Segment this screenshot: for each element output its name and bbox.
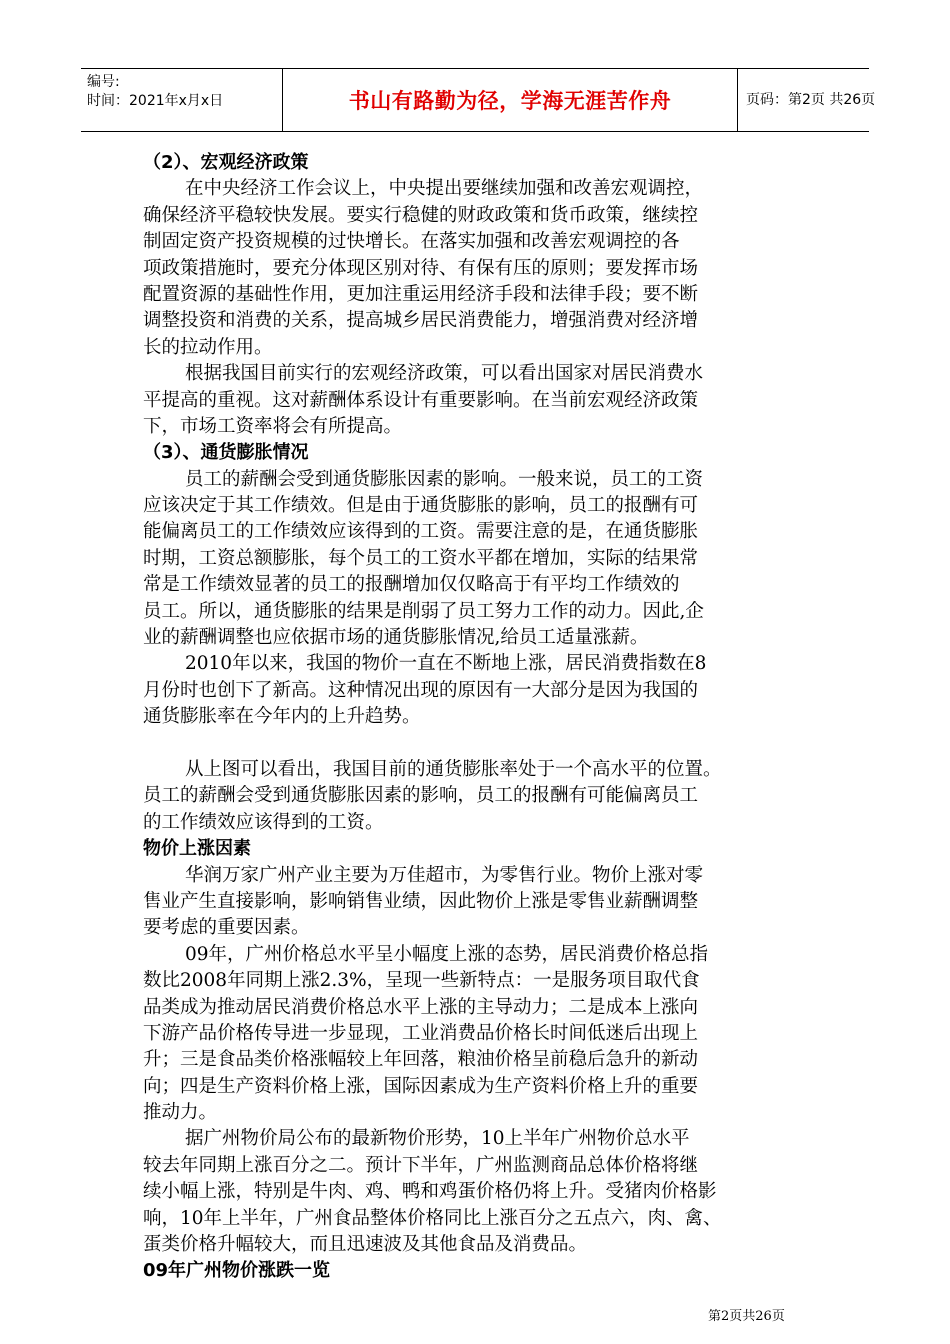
paragraph-line: 推动力。 bbox=[143, 1102, 218, 1124]
paragraph-line: 要考虑的重要因素。 bbox=[143, 917, 310, 939]
header-meta bbox=[81, 69, 283, 131]
document-number-label: 编号: bbox=[87, 74, 120, 90]
paragraph-line: 月份时也创下了新高。这种情况出现的原因有一大部分是因为我国的 bbox=[143, 679, 699, 701]
paragraph-line: 较去年同期上涨百分之二。预计下半年，广州监测商品总体价格将继 bbox=[143, 1154, 699, 1176]
paragraph-line: 能偏离员工的工作绩效应该得到的工资。需要注意的是，在通货膨胀 bbox=[143, 521, 699, 543]
header-motto: 书山有路勤为径，学海无涯苦作舟 bbox=[348, 89, 672, 113]
paragraph-line: 续小幅上涨，特别是牛肉、鸡、鸭和鸡蛋价格仍将上升。受猪肉价格影 bbox=[143, 1181, 717, 1203]
header-page-info: 页码：第2页 共26页 bbox=[746, 92, 876, 108]
paragraph-line: 从上图可以看出，我国目前的通货膨胀率处于一个高水平的位置。 bbox=[185, 758, 722, 780]
paragraph-line: 据广州物价局公布的最新物价形势，10上半年广州物价总水平 bbox=[185, 1128, 690, 1150]
page-footer: 第2页共26页 bbox=[708, 1309, 785, 1324]
paragraph-line: 通货膨胀率在今年内的上升趋势。 bbox=[143, 706, 421, 728]
paragraph-line: 调整投资和消费的关系，提高城乡居民消费能力，增强消费对经济增 bbox=[143, 310, 699, 332]
paragraph-line: 华润万家广州产业主要为万佳超市，为零售行业。物价上涨对零 bbox=[185, 864, 704, 886]
paragraph-line: 常是工作绩效显著的员工的报酬增加仅仅略高于有平均工作绩效的 bbox=[143, 574, 680, 596]
paragraph-line: 升；三是食品类价格涨幅较上年回落，粮油价格呈前稳后急升的新动 bbox=[143, 1049, 699, 1071]
paragraph-line: 配置资源的基础性作用，更加注重运用经济手段和法律手段；要不断 bbox=[143, 283, 699, 305]
paragraph-line: 在中央经济工作会议上，中央提出要继续加强和改善宏观调控， bbox=[185, 178, 704, 200]
paragraph-line: 项政策措施时，要充分体现区别对待、有保有压的原则；要发挥市场 bbox=[143, 257, 699, 279]
paragraph-line: 2010年以来，我国的物价一直在不断地上涨，居民消费指数在8 bbox=[185, 653, 707, 675]
paragraph-line: 员工的薪酬会受到通货膨胀因素的影响，员工的报酬有可能偏离员工 bbox=[143, 785, 699, 807]
paragraph-line: 下，市场工资率将会有所提高。 bbox=[143, 415, 403, 437]
paragraph-line: 员工的薪酬会受到通货膨胀因素的影响。一般来说，员工的工资 bbox=[185, 468, 704, 490]
paragraph-line: 长的拉动作用。 bbox=[143, 336, 273, 358]
paragraph-line: 品类成为推动居民消费价格总水平上涨的主导动力；二是成本上涨向 bbox=[143, 996, 699, 1018]
document-body bbox=[143, 150, 810, 1285]
page-header bbox=[81, 68, 876, 132]
section-heading-macro-policy: （2）、宏观经济政策 bbox=[143, 152, 309, 173]
paragraph-line: 平提高的重视。这对薪酬体系设计有重要影响。在当前宏观经济政策 bbox=[143, 389, 699, 411]
paragraph-line: 确保经济平稳较快发展。要实行稳健的财政政策和货币政策，继续控 bbox=[143, 204, 699, 226]
header-motto-cell bbox=[283, 69, 738, 131]
paragraph-line: 员工。所以，通货膨胀的结果是削弱了员工努力工作的动力。因此,企 bbox=[143, 600, 704, 622]
section-heading-price-overview: 09年广州物价涨跌一览 bbox=[143, 1260, 331, 1282]
paragraph-line: 响，10年上半年，广州食品整体价格同比上涨百分之五点六，肉、禽、 bbox=[143, 1207, 722, 1229]
paragraph-line: 下游产品价格传导进一步显现，工业消费品价格长时间低迷后出现上 bbox=[143, 1022, 699, 1044]
paragraph-line: 制固定资产投资规模的过快增长。在落实加强和改善宏观调控的各 bbox=[143, 231, 680, 253]
paragraph-line: 数比2008年同期上涨2.3%，呈现一些新特点：一是服务项目取代食 bbox=[143, 970, 700, 992]
paragraph-line: 业的薪酬调整也应依据市场的通货膨胀情况,给员工适量涨薪。 bbox=[143, 627, 649, 649]
paragraph-line: 的工作绩效应该得到的工资。 bbox=[143, 811, 384, 833]
paragraph-line: 根据我国目前实行的宏观经济政策，可以看出国家对居民消费水 bbox=[185, 363, 704, 385]
paragraph-line: 时期，工资总额膨胀，每个员工的工资水平都在增加，实际的结果常 bbox=[143, 547, 699, 569]
section-heading-price-rise: 物价上涨因素 bbox=[143, 838, 251, 860]
paragraph-line: 09年，广州价格总水平呈小幅度上涨的态势，居民消费价格总指 bbox=[185, 943, 709, 965]
paragraph-line: 蛋类价格升幅较大，而且迅速波及其他食品及消费品。 bbox=[143, 1234, 588, 1256]
blank-line bbox=[143, 731, 810, 757]
paragraph-line: 应该决定于其工作绩效。但是由于通货膨胀的影响，员工的报酬有可 bbox=[143, 495, 699, 517]
paragraph-line: 售业产生直接影响，影响销售业绩，因此物价上涨是零售业薪酬调整 bbox=[143, 890, 699, 912]
section-heading-inflation: （3）、通货膨胀情况 bbox=[143, 442, 309, 464]
paragraph-line: 向；四是生产资料价格上涨，国际因素成为生产资料价格上升的重要 bbox=[143, 1075, 699, 1097]
document-date: 时间：2021年x月x日 bbox=[87, 93, 224, 109]
